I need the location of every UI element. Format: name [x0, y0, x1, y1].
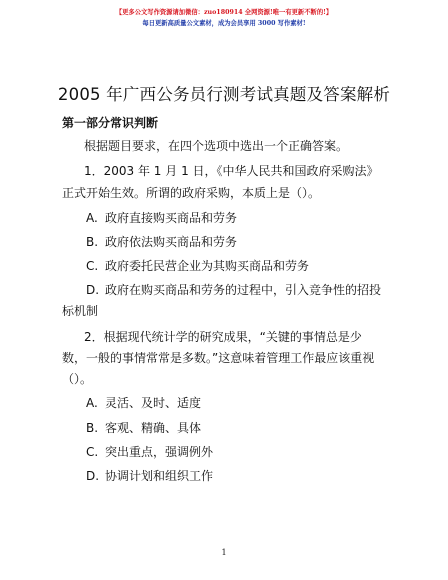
option-letter: D. [86, 469, 100, 483]
section-heading: 第一部分常识判断 [62, 116, 159, 130]
option-letter: C. [86, 259, 99, 273]
option-text: 政府在购买商品和劳务的过程中，引入竞争性的招投 [105, 283, 382, 297]
promo-banner-line-2: 每日更新高质量公文素材，成为会员享用 3000 写作素材! [142, 20, 306, 27]
option-letter: C. [86, 445, 99, 459]
option-text: 客观、精确、具体 [105, 421, 202, 435]
question-2-line-2: 数，一般的事情常常是多数。”这意味着管理工作最应该重视 [62, 351, 375, 365]
page-number: 1 [221, 548, 227, 557]
option-text: 政府直接购买商品和劳务 [105, 211, 238, 225]
promo-banner-line-1: 【更多公文写作资源请加微信：zuo180914 全网资源!唯一有更新不断的!】 [115, 9, 333, 16]
question-2-option-b [86, 420, 201, 436]
option-text: 灵活、及时、适度 [105, 396, 202, 410]
question-2-option-a [86, 395, 201, 411]
option-letter: A. [86, 396, 98, 410]
option-letter: D. [86, 283, 100, 297]
question-1-option-b [86, 234, 237, 250]
question-2-line-1: 2．根据现代统计学的研究成果，“关键的事情总是少 [84, 330, 362, 344]
question-2-line-3: （）。 [62, 372, 93, 386]
question-1-option-d-continued: 标机制 [62, 304, 99, 318]
option-letter: B. [86, 235, 99, 249]
question-2-option-d [86, 468, 213, 484]
instruction-text: 根据题目要求，在四个选项中选出一个正确答案。 [84, 139, 349, 153]
option-text: 协调计划和组织工作 [105, 469, 214, 483]
document-title: 2005 年广西公务员行测考试真题及答案解析 [57, 85, 391, 104]
option-text: 政府委托民营企业为其购买商品和劳务 [105, 259, 310, 273]
question-1-option-a [86, 210, 237, 226]
question-1-option-c [86, 258, 309, 274]
option-text: 突出重点，强调例外 [105, 445, 214, 459]
question-1-line-2: 正式开始生效。所谓的政府采购，本质上是（）。 [62, 186, 321, 200]
option-text: 政府依法购买商品和劳务 [105, 235, 238, 249]
option-letter: B. [86, 421, 99, 435]
question-1-line-1: 1．2003 年 1 月 1 日，《中华人民共和国政府采购法》 [84, 164, 379, 178]
question-2-option-c [86, 444, 213, 460]
question-1-option-d [86, 282, 381, 298]
option-letter: A. [86, 211, 98, 225]
